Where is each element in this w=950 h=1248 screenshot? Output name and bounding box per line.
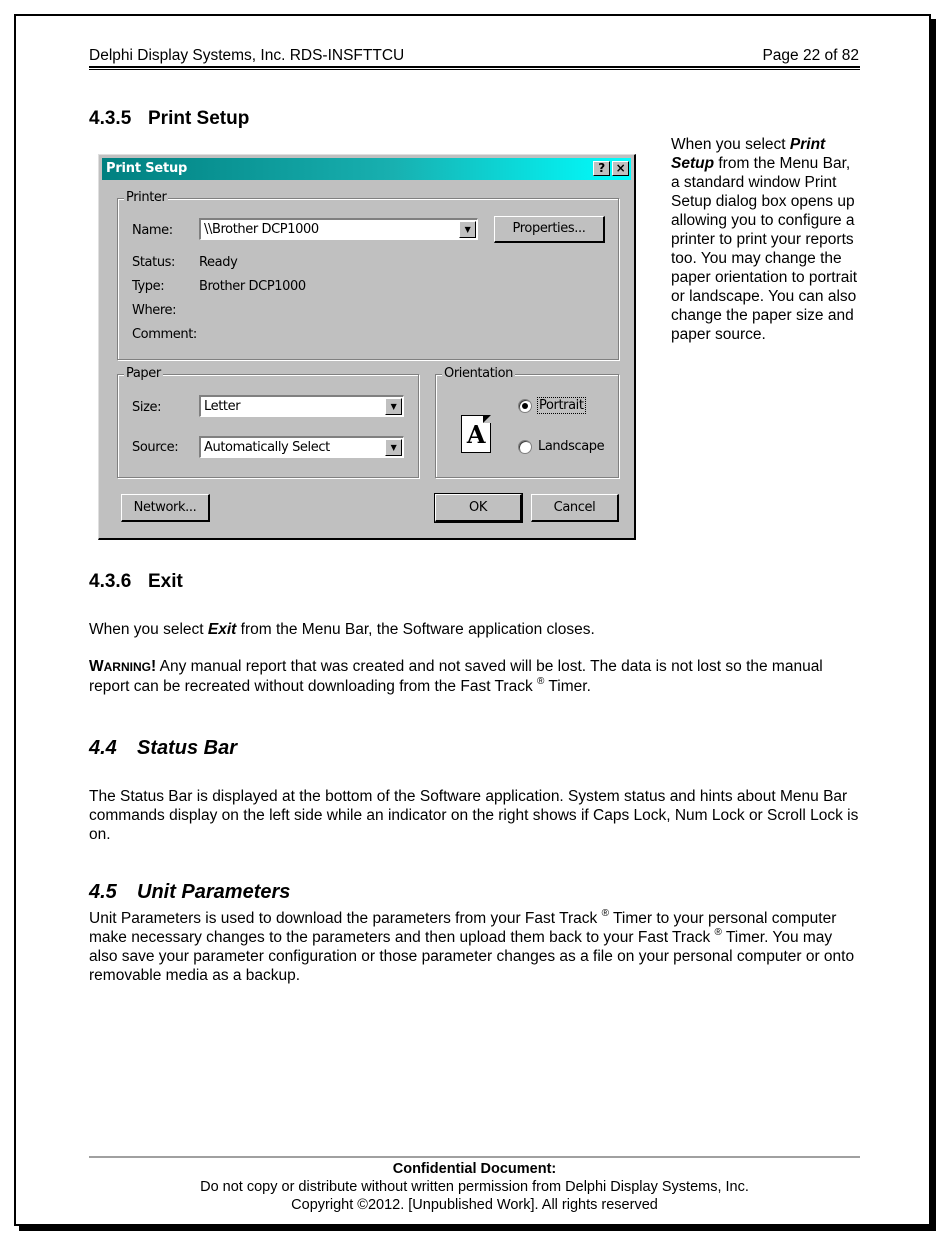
desc-post: from the Menu Bar, a standard window Print Setup dialog box opens up allowing you to configure a printer to print your reports too. You may change the paper orientation to portrait or landscape. You can also change the paper size and paper source. (671, 155, 858, 343)
section-title: Exit (148, 571, 183, 592)
section-heading-unit-parameters (89, 881, 290, 904)
close-icon[interactable]: × (612, 161, 629, 176)
dialog-titlebar (102, 158, 631, 180)
section-number: 4.5 (89, 881, 117, 903)
footer-copyright: Copyright ©2012. [Unpublished Work]. All rights reserved (291, 1197, 658, 1213)
exit-post: from the Menu Bar, the Software application closes. (236, 621, 595, 638)
section-number: 4.3.5 (89, 108, 132, 129)
section-heading-status-bar (89, 737, 237, 760)
header-rule-thin (89, 69, 860, 70)
paper-groupbox (117, 366, 419, 478)
exit-em: Exit (207, 621, 237, 638)
registered-mark: ® (601, 908, 609, 919)
section-title: Print Setup (148, 108, 250, 129)
section-heading-exit (89, 571, 183, 593)
warning-text2: Timer. (544, 678, 591, 695)
section-heading-print-setup (89, 108, 249, 130)
header-rule (89, 66, 860, 68)
header-left: Delphi Display Systems, Inc. RDS-INSFTTCU (89, 47, 405, 64)
section-number: 4.3.6 (89, 571, 132, 592)
chevron-down-icon[interactable]: ▼ (385, 439, 402, 456)
print-setup-dialog (98, 154, 636, 540)
registered-mark: ® (537, 676, 545, 687)
unit-p3: Timer. You may also save your parameter configuration or those parameter changes as a file on your personal computer or onto removable media as a backup. (89, 929, 855, 984)
printer-name-value: \\Brother DCP1000 (204, 222, 319, 237)
landscape-radio[interactable] (518, 440, 532, 454)
landscape-label[interactable]: Landscape (538, 439, 605, 454)
warning-bang: ! (150, 658, 157, 675)
paper-size-select[interactable] (199, 395, 404, 417)
registered-mark: ® (714, 927, 722, 938)
paper-size-value: Letter (204, 399, 241, 414)
unit-parameters-paragraph (89, 909, 860, 985)
exit-paragraph (89, 620, 860, 639)
orientation-groupbox (435, 366, 619, 478)
source-label: Source: (132, 440, 179, 455)
footer-confidential: Confidential Document: (392, 1161, 557, 1177)
desc-pre: When you select (671, 136, 790, 153)
footer-notice: Do not copy or distribute without written permission from Delphi Display Systems, Inc. (200, 1179, 749, 1195)
header-page-number: Page 22 of 82 (762, 47, 859, 64)
printer-group-label: Printer (126, 190, 167, 205)
status-bar-paragraph: The Status Bar is displayed at the bottom of the Software application. System status and hints about Menu Bar commands display on the left side while an indicator on the right shows if Caps Lock, Num Lock or Scroll Lock is on. (89, 788, 859, 843)
type-label: Type: (132, 279, 165, 294)
section-number: 4.4 (89, 737, 117, 759)
help-icon[interactable]: ? (593, 161, 610, 176)
warning-rest: ARNING (103, 660, 151, 674)
orientation-group-label: Orientation (444, 366, 513, 381)
paper-source-select[interactable] (199, 436, 404, 458)
cancel-button[interactable]: Cancel (531, 494, 619, 522)
size-label: Size: (132, 400, 162, 415)
printer-groupbox (117, 190, 619, 360)
ok-button[interactable]: OK (435, 494, 522, 522)
dialog-title: Print Setup (106, 161, 188, 176)
warning-paragraph (89, 657, 860, 696)
chevron-down-icon[interactable]: ▼ (385, 398, 402, 415)
paper-group-label: Paper (126, 366, 161, 381)
section-title: Unit Parameters (137, 881, 291, 903)
status-value: Ready (199, 255, 238, 270)
print-setup-description (671, 135, 861, 344)
warning-text1: Any manual report that was created and not saved will be lost. The data is not lost so the manual report can be recreated without downloading from the Fast Track (89, 658, 823, 695)
printer-name-select[interactable] (199, 218, 478, 240)
type-value: Brother DCP1000 (199, 279, 306, 294)
footer-rule (89, 1156, 860, 1158)
exit-pre: When you select (89, 621, 208, 638)
warning-w: W (89, 658, 104, 675)
where-label: Where: (132, 303, 177, 318)
properties-button[interactable]: Properties... (494, 216, 605, 243)
network-button[interactable]: Network... (121, 494, 210, 522)
unit-p1: Unit Parameters is used to download the parameters from your Fast Track (89, 910, 602, 927)
chevron-down-icon[interactable]: ▼ (459, 221, 476, 238)
portrait-radio[interactable] (518, 399, 532, 413)
status-label: Status: (132, 255, 176, 270)
name-label: Name: (132, 223, 173, 238)
unit-p2: Timer to your personal computer make necessary changes to the parameters and then upload them back to your Fast Track (89, 910, 837, 946)
page-glyph: A (466, 420, 486, 449)
portrait-page-icon (461, 415, 491, 453)
portrait-label[interactable]: Portrait (539, 398, 584, 413)
paper-source-value: Automatically Select (204, 440, 330, 455)
comment-label: Comment: (132, 327, 197, 342)
desc-em: Print Setup (671, 136, 826, 172)
section-title: Status Bar (137, 737, 238, 759)
